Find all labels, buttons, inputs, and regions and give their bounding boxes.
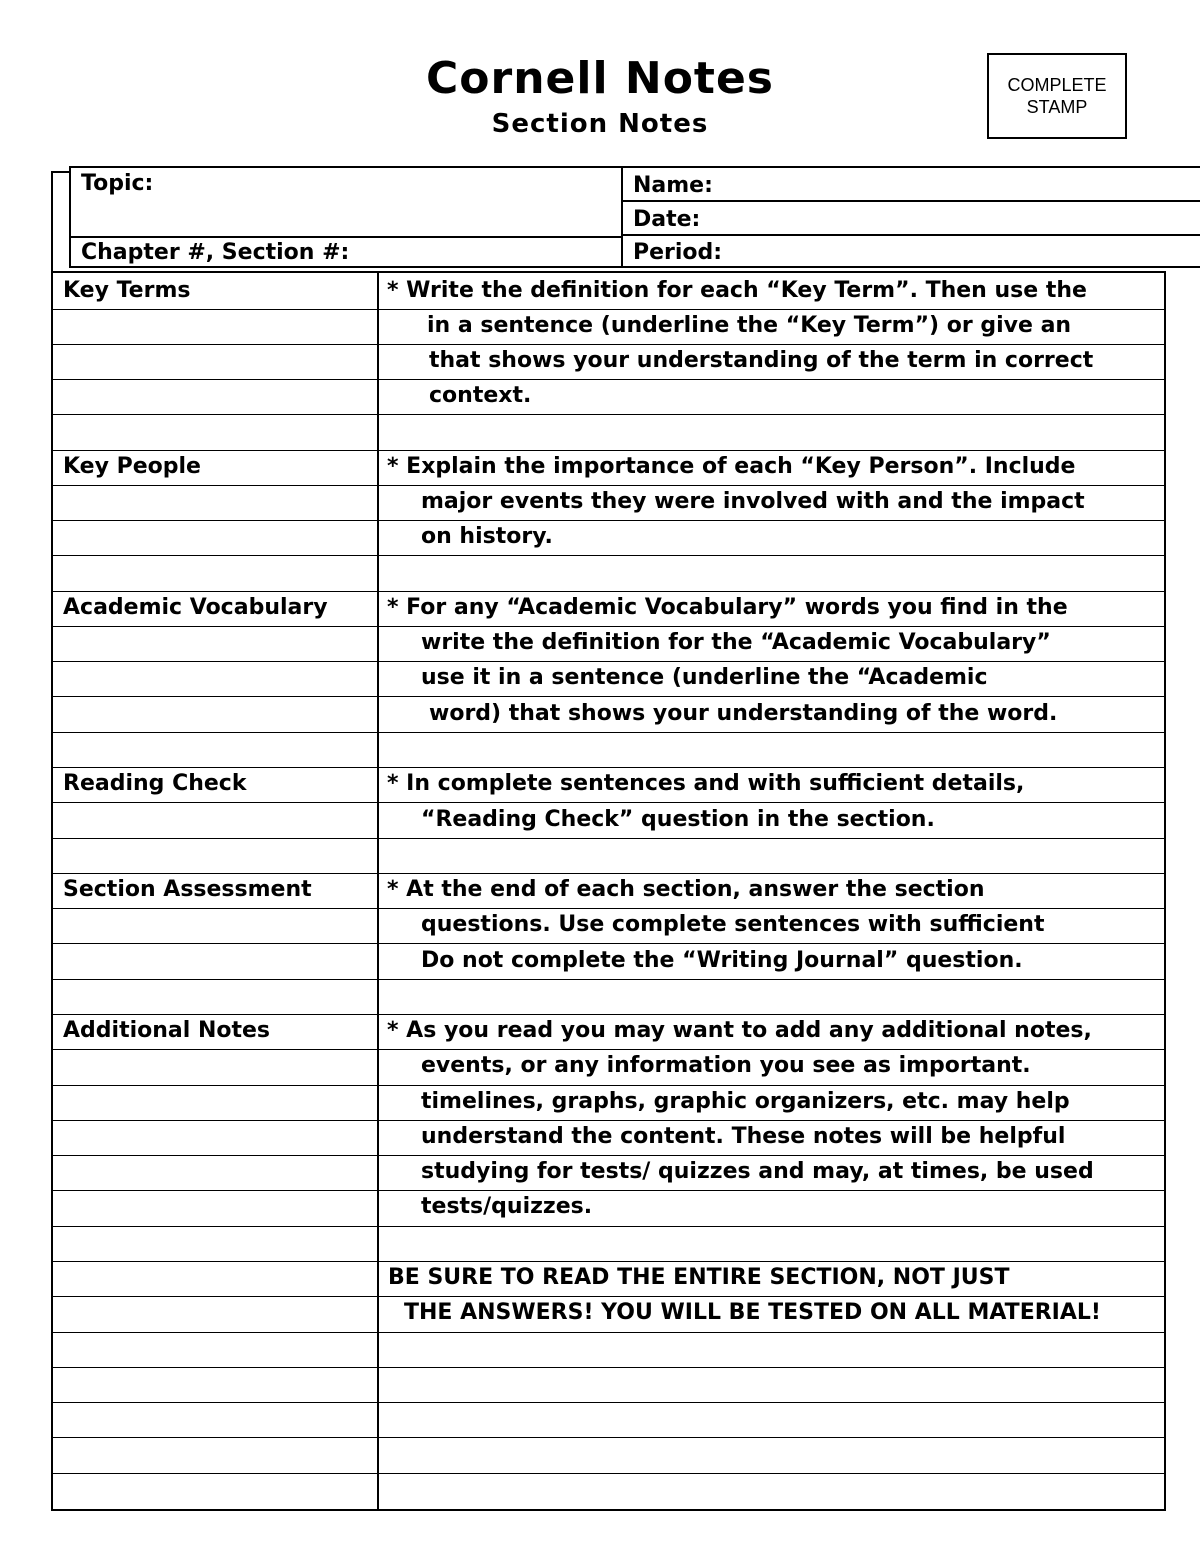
section-assessment-instruction-line: questions. Use complete sentences with sufficient	[421, 912, 1045, 937]
ruled-line	[53, 555, 1164, 556]
ruled-line	[53, 344, 1164, 345]
ruled-line	[53, 767, 1164, 768]
key-people-instruction-line: on history.	[421, 524, 553, 549]
ruled-line	[53, 1155, 1164, 1156]
ruled-line	[53, 873, 1164, 874]
header-line-topic	[71, 236, 621, 238]
key-terms-instruction-line: context.	[429, 383, 532, 408]
academic-vocabulary-instruction-line: use it in a sentence (underline the “Academic	[421, 665, 988, 690]
header-backing-border	[51, 171, 71, 271]
ruled-line	[53, 908, 1164, 909]
key-people-instruction-line: * Explain the importance of each “Key Person”. Include	[387, 454, 1076, 479]
ruled-line	[53, 1226, 1164, 1227]
additional-notes-instruction-line: understand the content. These notes will be helpful	[421, 1124, 1066, 1149]
ruled-line	[53, 838, 1164, 839]
additional-notes-instruction-line: studying for tests/ quizzes and may, at times, be used	[421, 1159, 1094, 1184]
ruled-line	[53, 943, 1164, 944]
academic-vocabulary-instruction-line: write the definition for the “Academic Vocabulary”	[421, 630, 1051, 655]
ruled-line	[53, 1367, 1164, 1368]
key-people-label: Key People	[63, 454, 201, 479]
warning-line: BE SURE TO READ THE ENTIRE SECTION, NOT JUST	[388, 1265, 1010, 1290]
ruled-line	[53, 979, 1164, 980]
section-assessment-instruction-line: * At the end of each section, answer the section	[387, 877, 985, 902]
ruled-line	[53, 450, 1164, 451]
ruled-line	[53, 696, 1164, 697]
ruled-line	[53, 1473, 1164, 1474]
section-assessment-instruction-line: Do not complete the “Writing Journal” question.	[421, 948, 1023, 973]
key-terms-instruction-line: that shows your understanding of the term in correct	[429, 348, 1094, 373]
reading-check-instruction-line: * In complete sentences and with sufficient details,	[387, 771, 1025, 796]
additional-notes-instruction-line: timelines, graphs, graphic organizers, etc. may help	[421, 1089, 1070, 1114]
ruled-line	[53, 1014, 1164, 1015]
ruled-line	[53, 1190, 1164, 1191]
ruled-line	[53, 309, 1164, 310]
header-info-table	[69, 166, 1200, 268]
ruled-line	[53, 1402, 1164, 1403]
warning-line: THE ANSWERS! YOU WILL BE TESTED ON ALL MATERIAL!	[404, 1300, 1101, 1325]
header-line-date	[621, 234, 1200, 236]
additional-notes-instruction-line: events, or any information you see as important.	[421, 1053, 1031, 1078]
ruled-line	[53, 1296, 1164, 1297]
academic-vocabulary-label: Academic Vocabulary	[63, 595, 328, 620]
academic-vocabulary-instruction-line: * For any “Academic Vocabulary” words you find in the	[387, 595, 1068, 620]
ruled-line	[53, 626, 1164, 627]
key-terms-instruction-line: * Write the definition for each “Key Term”. Then use the	[387, 278, 1087, 303]
page-title: Cornell Notes	[426, 53, 774, 104]
page-subtitle: Section Notes	[491, 109, 709, 139]
additional-notes-label: Additional Notes	[63, 1018, 271, 1043]
ruled-line	[53, 520, 1164, 521]
date-field[interactable]: Date:	[633, 207, 701, 232]
complete-stamp-box	[987, 53, 1127, 139]
key-terms-instruction-line: in a sentence (underline the “Key Term”) or give an	[427, 313, 1072, 338]
ruled-line	[53, 1049, 1164, 1050]
ruled-line	[53, 732, 1164, 733]
key-people-instruction-line: major events they were involved with and the impact	[421, 489, 1085, 514]
academic-vocabulary-instruction-line: word) that shows your understanding of the word.	[429, 701, 1058, 726]
ruled-line	[53, 414, 1164, 415]
ruled-line	[53, 379, 1164, 380]
period-field[interactable]: Period:	[633, 240, 723, 265]
stamp-line-2: STAMP	[1026, 97, 1088, 117]
key-terms-label: Key Terms	[63, 278, 191, 303]
reading-check-instruction-line: “Reading Check” question in the section.	[421, 807, 935, 832]
ruled-line	[53, 1085, 1164, 1086]
header-column-divider	[621, 168, 623, 266]
ruled-line	[53, 661, 1164, 662]
ruled-line	[53, 1261, 1164, 1262]
ruled-line	[53, 1120, 1164, 1121]
name-field[interactable]: Name:	[633, 173, 713, 198]
ruled-line	[53, 485, 1164, 486]
cue-column-divider	[377, 273, 379, 1509]
ruled-line	[53, 1437, 1164, 1438]
additional-notes-instruction-line: * As you read you may want to add any additional notes,	[387, 1018, 1092, 1043]
ruled-line	[53, 1332, 1164, 1333]
additional-notes-instruction-line: tests/quizzes.	[421, 1194, 593, 1219]
section-assessment-label: Section Assessment	[63, 877, 312, 902]
notes-grid	[51, 271, 1166, 1511]
header-line-name	[621, 200, 1200, 202]
reading-check-label: Reading Check	[63, 771, 247, 796]
stamp-line-1: COMPLETE	[1007, 75, 1107, 95]
chapter-section-field[interactable]: Chapter #, Section #:	[81, 240, 350, 265]
topic-field[interactable]: Topic:	[81, 171, 154, 196]
ruled-line	[53, 591, 1164, 592]
ruled-line	[53, 802, 1164, 803]
